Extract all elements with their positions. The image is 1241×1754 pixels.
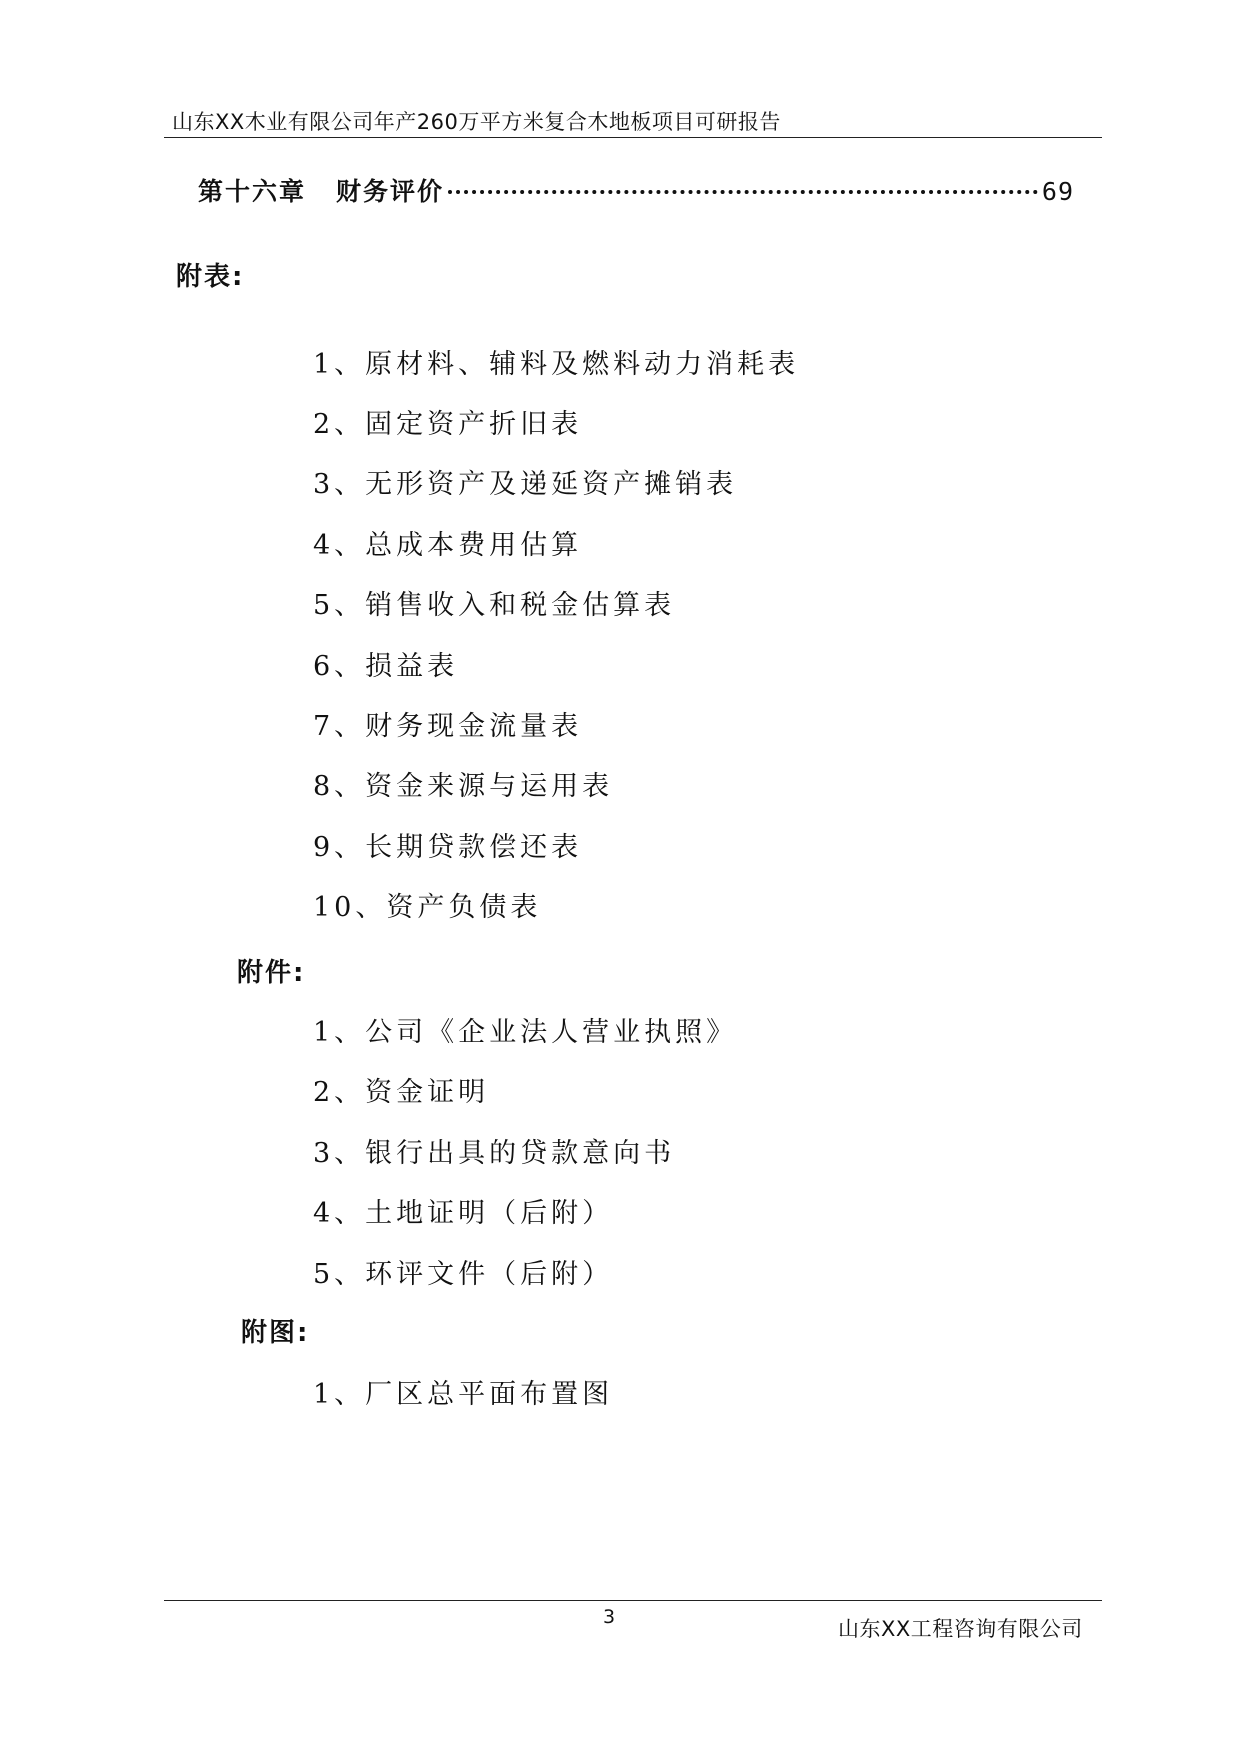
footer-divider — [164, 1600, 1102, 1601]
footer-company: 山东XX工程咨询有限公司 — [838, 1617, 1083, 1641]
toc-dot-leader — [448, 190, 1038, 194]
list-item: 7、财务现金流量表 — [313, 711, 583, 742]
list-item: 2、资金证明 — [313, 1077, 490, 1108]
list-item: 3、无形资产及递延资产摊销表 — [313, 469, 738, 500]
list-item: 1、原材料、辅料及燃料动力消耗表 — [313, 349, 800, 380]
list-item: 2、固定资产折旧表 — [313, 409, 583, 440]
toc-page-number: 69 — [1041, 177, 1074, 206]
toc-chapter-label: 第十六章 — [198, 177, 307, 206]
appendix-tables-heading: 附表: — [176, 262, 245, 292]
attachments-heading: 附件: — [237, 958, 306, 988]
header-divider — [164, 137, 1102, 138]
header-title: 山东XX木业有限公司年产260万平方米复合木地板项目可研报告 — [172, 110, 781, 134]
list-item: 5、销售收入和税金估算表 — [313, 590, 676, 621]
list-item: 6、损益表 — [313, 651, 459, 682]
list-item: 8、资金来源与运用表 — [313, 771, 614, 802]
list-item: 4、土地证明（后附） — [313, 1198, 614, 1229]
appendix-figures-heading: 附图: — [241, 1318, 310, 1348]
list-item: 10、资产负债表 — [313, 892, 542, 923]
footer-page-number: 3 — [603, 1606, 616, 1628]
list-item: 1、厂区总平面布置图 — [313, 1379, 614, 1410]
list-item: 4、总成本费用估算 — [313, 530, 583, 561]
toc-entry[interactable] — [198, 172, 1074, 212]
toc-chapter-title: 财务评价 — [336, 177, 445, 206]
list-item: 9、长期贷款偿还表 — [313, 832, 583, 863]
list-item: 3、银行出具的贷款意向书 — [313, 1138, 676, 1169]
list-item: 1、公司《企业法人营业执照》 — [313, 1017, 738, 1048]
list-item: 5、环评文件（后附） — [313, 1259, 614, 1290]
